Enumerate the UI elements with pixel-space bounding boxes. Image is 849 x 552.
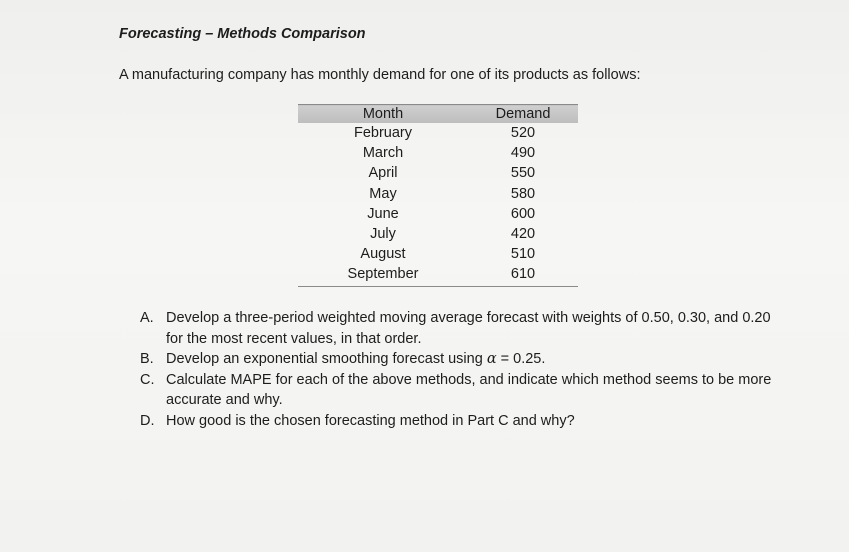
month-cell: March xyxy=(362,145,404,162)
month-cell: August xyxy=(360,246,406,263)
page-title: Forecasting – Methods Comparison xyxy=(119,26,366,42)
demand-cell: 520 xyxy=(510,125,536,141)
question-item-c xyxy=(140,370,780,411)
demand-cell: 510 xyxy=(510,246,536,263)
question-item-d xyxy=(140,411,780,432)
table-row xyxy=(298,244,578,264)
month-cell: September xyxy=(347,266,419,283)
table-row xyxy=(298,264,578,284)
month-cell: May xyxy=(369,185,397,202)
question-text: How good is the chosen forecasting method in Part C and why? xyxy=(166,412,575,429)
question-letter: A. xyxy=(140,310,154,326)
table-row xyxy=(298,204,578,224)
month-cell: April xyxy=(368,165,398,182)
question-text: Calculate MAPE for each of the above methods, and indicate which method seems to be more accurate and why. xyxy=(166,371,772,408)
month-column-header: Month xyxy=(298,105,468,124)
table-header-row xyxy=(298,105,578,124)
intro-paragraph: A manufacturing company has monthly demand for one of its products as follows: xyxy=(119,67,641,83)
question-text-end: = 0.25. xyxy=(496,351,546,367)
demand-cell: 550 xyxy=(510,165,536,182)
demand-column-header: Demand xyxy=(468,105,578,124)
table-bottom-rule xyxy=(298,286,578,287)
table-row xyxy=(298,224,578,244)
table-row xyxy=(298,184,578,204)
question-letter: B. xyxy=(140,351,154,367)
demand-cell: 490 xyxy=(510,145,536,162)
month-cell: June xyxy=(367,205,399,222)
demand-cell: 600 xyxy=(510,205,536,222)
demand-cell: 580 xyxy=(510,185,536,202)
demand-table xyxy=(298,104,578,285)
question-item-a xyxy=(140,308,780,349)
demand-cell: 610 xyxy=(510,266,536,283)
table-row xyxy=(298,163,578,183)
question-text: Develop an exponential smoothing forecast using xyxy=(166,351,487,367)
table-row xyxy=(298,123,578,143)
alpha-symbol: α xyxy=(486,351,497,367)
month-cell: July xyxy=(370,226,396,243)
question-list xyxy=(140,308,780,431)
question-item-b xyxy=(140,349,780,370)
question-letter: D. xyxy=(140,412,155,429)
month-cell: February xyxy=(353,125,413,141)
demand-cell: 420 xyxy=(510,226,536,243)
question-letter: C. xyxy=(140,371,155,388)
table-row xyxy=(298,143,578,163)
question-text: Develop a three-period weighted moving average forecast with weights of 0.50, 0.30, and 0.20 for the most recent values, in that order. xyxy=(166,310,771,347)
